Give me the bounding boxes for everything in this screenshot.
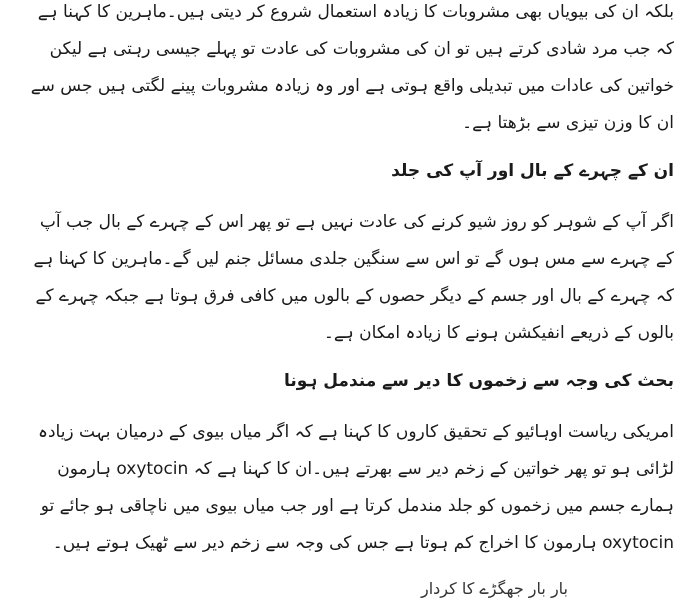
heading-facial-hair: ان کے چہرے کے بال اور آپ کی جلد xyxy=(391,161,674,181)
paragraph-facial-hair: اگر آپ کے شوہر کو روز شیو کرنے کی عادت نہیں ہے تو پھر اس کے چہرے کے بال جب آپ کے چہرے سے مس ہوں گے تو اس سے سنگین جلدی مسائل جنم لیں گے۔ماہرین کا کہنا ہے کہ چہرے کے بال اور جسم کے دیگر حصوں کے بالوں میں کافی فرق ہوتا ہے جبکہ چہرے کے بالوں کے ذریعے انفیکشن ہونے کا زیادہ امکان ہے۔ xyxy=(33,212,674,343)
heading-wound-healing: بحث کی وجہ سے زخموں کا دیر سے مندمل ہونا xyxy=(283,371,674,391)
next-heading-partial: بار بار جھگڑے کا کردار xyxy=(421,579,568,598)
paragraph-wound-healing: امریکی ریاست اوہائیو کے تحقیق کاروں کا کہنا ہے کہ اگر میاں بیوی کے درمیان بہت زیادہ لڑائی ہو تو پھر خواتین کے زخم دیر سے بھرتے ہیں۔ان کا کہنا ہے کہ oxytocin ہارمون ہمارے جسم میں زخموں کو جلد مندمل کرتا ہے اور جب میاں بیوی میں ناچاقی ہو جائے تو oxytocin ہارمون کا اخراج کم ہوتا ہے جس کی وجہ سے زخم دیر سے ٹھیک ہوتے ہیں۔ xyxy=(37,422,674,553)
paragraph-weight-gain: بلکہ ان کی بیویاں بھی مشروبات کا زیادہ استعمال شروع کر دیتی ہیں۔ماہرین کا کہنا ہے کہ جب مرد شادی کرتے ہیں تو ان کی مشروبات کی عادت تو پہلے جیسی رہتی ہے لیکن خواتین کی عادات میں تبدیلی واقع ہوتی ہے اور وہ زیادہ مشروبات پینے لگتی ہیں جس سے ان کا وزن تیزی سے بڑھتا ہے۔ xyxy=(30,2,674,133)
